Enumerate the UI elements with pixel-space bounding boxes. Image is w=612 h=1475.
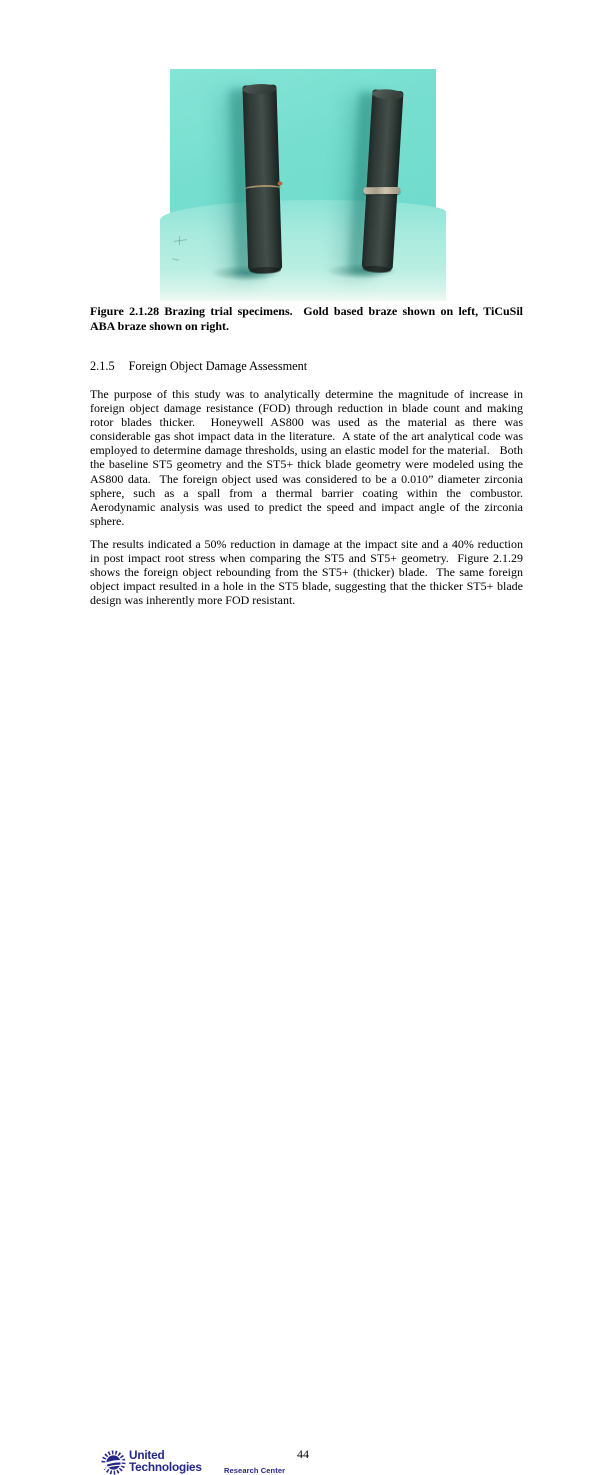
caption-line: ABA braze shown on right.	[90, 318, 230, 333]
body-line: The results indicated a 50% reduction in damage at the impact site and a 40% reduction	[90, 537, 523, 551]
body-line: sphere, such as a spall from a thermal barrier coating within the combustor.	[90, 485, 523, 500]
body-line: the baseline ST5 geometry and the ST5+ thick blade geometry were modeled using the	[90, 457, 523, 472]
section-number: 2.1.5	[90, 359, 115, 373]
page-footer	[0, 720, 612, 1475]
body-line: AS800 data. The foreign object used was considered to be a 0.010” diameter zirconia	[90, 471, 523, 486]
body-line: employed to determine damage thresholds, using an elastic model for the material. Both	[90, 443, 523, 458]
body-line: Aerodynamic analysis was used to predict the speed and impact angle of the zirconia	[90, 499, 523, 514]
photo-table-surface	[160, 200, 446, 301]
united-technologies-wordmark	[129, 1449, 202, 1474]
body-line: shows the foreign object rebounding from the ST5+ (thicker) blade. The same foreign	[90, 565, 523, 580]
page-number: 44	[297, 1447, 309, 1461]
body-line: foreign object damage resistance (FOD) through reduction in blade count and making	[90, 401, 523, 416]
figure-caption	[90, 304, 523, 334]
braze-joint-right	[363, 187, 400, 194]
united-technologies-gear-icon	[101, 1450, 126, 1475]
section-heading	[90, 359, 523, 374]
braze-joint-left	[244, 184, 282, 193]
brand-line-united: United	[129, 1448, 165, 1462]
body-line: in post impact root stress when comparing the ST5 and ST5+ geometry. Figure 2.1.29	[90, 551, 523, 566]
body-line: The purpose of this study was to analytically determine the magnitude of increase in	[90, 387, 523, 401]
body-line: rotor blades thicker. Honeywell AS800 was used as the material as there was	[90, 415, 523, 430]
research-center-label: Research Center	[224, 1466, 286, 1475]
brand-line-technologies: Technologies	[129, 1460, 202, 1475]
photo-scratch-mark	[179, 236, 180, 245]
body-line: considerable gas shot impact data in the literature. A state of the art analytical code was	[90, 429, 523, 444]
specimen-left-gold-braze	[242, 85, 282, 274]
caption-line: Figure 2.1.28 Brazing trial specimens. Gold based braze shown on left, TiCuSil	[90, 304, 523, 318]
section-title: Foreign Object Damage Assessment	[128, 359, 308, 373]
body-paragraph-1	[90, 387, 523, 528]
figure-photo	[170, 69, 436, 288]
body-line: design was inherently more FOD resistant.	[90, 593, 296, 608]
body-line: object impact resulted in a hole in the ST5 blade, suggesting that the thicker ST5+ blade	[90, 579, 523, 594]
body-paragraph-2	[90, 537, 523, 607]
body-line: sphere.	[90, 513, 125, 528]
